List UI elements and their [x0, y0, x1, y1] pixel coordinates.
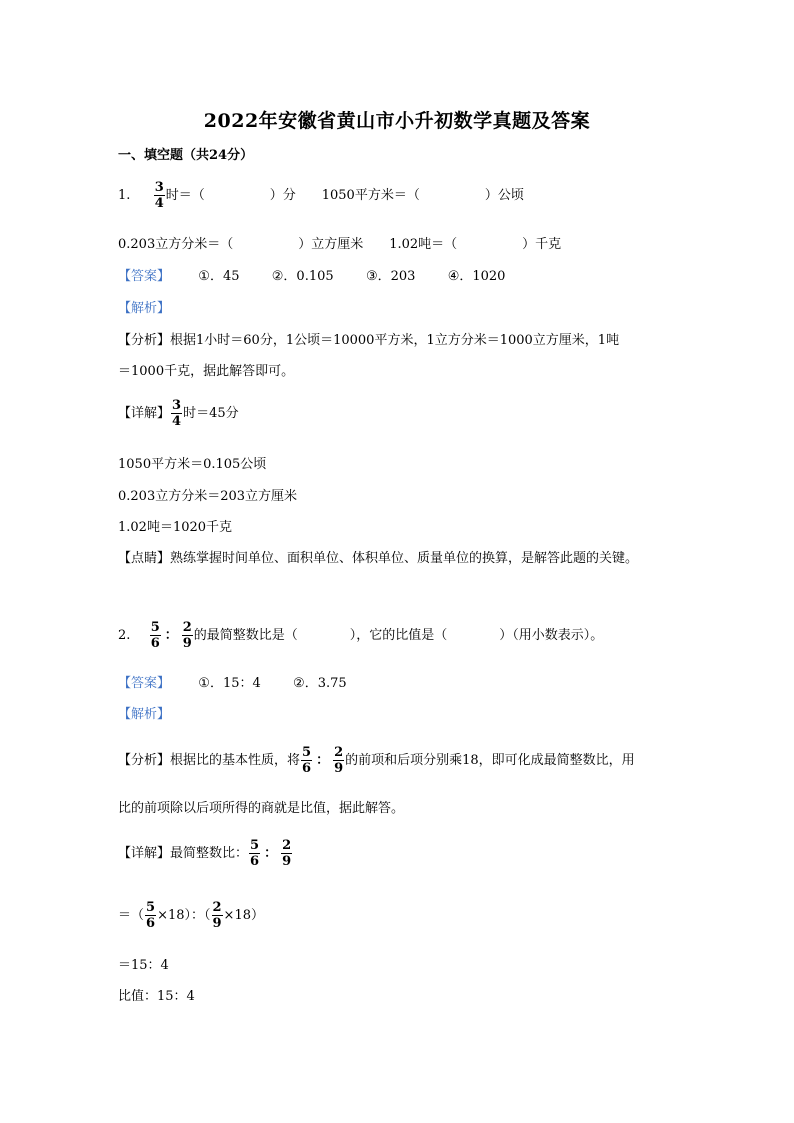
numerator: 2 [212, 900, 222, 915]
fraction [182, 620, 193, 651]
answer-item: ②．0.105 [271, 269, 334, 284]
analysis-text [118, 745, 635, 776]
analysis-text-tail: 的前项和后项分别乘18，即可化成最简整数比，用 [345, 753, 635, 768]
question-number: 2. [118, 628, 131, 643]
detail-text: 1050平方米＝0.105公顷 [118, 457, 267, 472]
detail-line [118, 398, 239, 429]
numerator: 5 [146, 900, 156, 915]
fraction [154, 180, 165, 211]
detail-text: 1.02吨＝1020千克 [118, 520, 233, 535]
detail-label: 【详解】 [118, 406, 171, 421]
question-1-line-2: 0.203立方分米＝（ ）立方厘米 1.02吨＝（ ）千克 [118, 237, 562, 252]
answer-item: ②．3.75 [293, 676, 347, 691]
detail-step: 比值：15：4 [118, 989, 195, 1004]
denominator: 6 [250, 854, 260, 869]
analysis-label: 【解析】 [118, 707, 171, 722]
denominator: 4 [172, 414, 182, 429]
fraction [249, 838, 260, 869]
numerator: 5 [250, 838, 260, 853]
question-2-line-1 [118, 620, 603, 651]
ratio-colon: ： [316, 753, 330, 768]
fraction [333, 745, 344, 776]
detail-text: ×18）：（ [157, 908, 211, 923]
answer-item: ③．203 [365, 269, 416, 284]
numerator: 3 [154, 180, 164, 195]
analysis-text: ＝1000千克，据此解答即可。 [118, 364, 295, 379]
denominator: 9 [182, 636, 192, 651]
answer-item: ④．1020 [447, 269, 506, 284]
fraction [212, 900, 223, 931]
detail-text: ×18） [223, 908, 264, 923]
question-number: 1. [118, 188, 131, 203]
detail-step: ＝15：4 [118, 958, 169, 973]
detail-line [118, 838, 293, 869]
detail-text: ＝（ [118, 908, 145, 923]
detail-label: 【详解】最简整数比： [118, 846, 249, 861]
numerator: 3 [172, 398, 182, 413]
denominator: 6 [302, 761, 312, 776]
fraction [281, 838, 292, 869]
analysis-text: 【分析】根据1小时＝60分，1公顷＝10000平方米，1立方分米＝1000立方厘米，1吨 [118, 333, 620, 348]
ratio-colon: ： [164, 628, 178, 643]
answer-row [118, 268, 505, 286]
page-title: 2022年安徽省黄山市小升初数学真题及答案 [203, 110, 591, 132]
answer-row [118, 675, 347, 693]
question-1-line-1 [118, 180, 524, 211]
denominator: 6 [146, 916, 156, 931]
answer-label: 【答案】 [118, 676, 171, 691]
denominator: 9 [334, 761, 344, 776]
answer-label: 【答案】 [118, 269, 171, 284]
answer-item: ①．45 [198, 269, 240, 284]
numerator: 2 [182, 620, 192, 635]
key-point: 【点睛】熟练掌握时间单位、面积单位、体积单位、质量单位的换算，是解答此题的关键。 [118, 551, 639, 566]
analysis-label: 【解析】 [118, 301, 171, 316]
numerator: 2 [334, 745, 344, 760]
section-heading: 一、填空题（共24分） [118, 148, 254, 163]
question-text: 时＝（ ）分 1050平方米＝（ ）公顷 [165, 188, 524, 203]
denominator: 9 [282, 854, 292, 869]
question-text: 的最简整数比是（ ），它的比值是（ ）（用小数表示）。 [193, 628, 604, 643]
fraction [171, 398, 182, 429]
fraction [150, 620, 161, 651]
fraction [145, 900, 156, 931]
denominator: 6 [150, 636, 160, 651]
numerator: 2 [282, 838, 292, 853]
denominator: 4 [154, 196, 164, 211]
fraction [301, 745, 312, 776]
analysis-text: 比的前项除以后项所得的商就是比值，据此解答。 [118, 801, 405, 816]
answer-item: ①．15：4 [198, 676, 261, 691]
numerator: 5 [150, 620, 160, 635]
denominator: 9 [212, 916, 222, 931]
detail-step [118, 900, 264, 931]
detail-text: 时＝45分 [183, 406, 239, 421]
ratio-colon: ： [264, 846, 278, 861]
detail-text: 0.203立方分米＝203立方厘米 [118, 489, 298, 504]
numerator: 5 [302, 745, 312, 760]
analysis-text-head: 【分析】根据比的基本性质，将 [118, 753, 301, 768]
